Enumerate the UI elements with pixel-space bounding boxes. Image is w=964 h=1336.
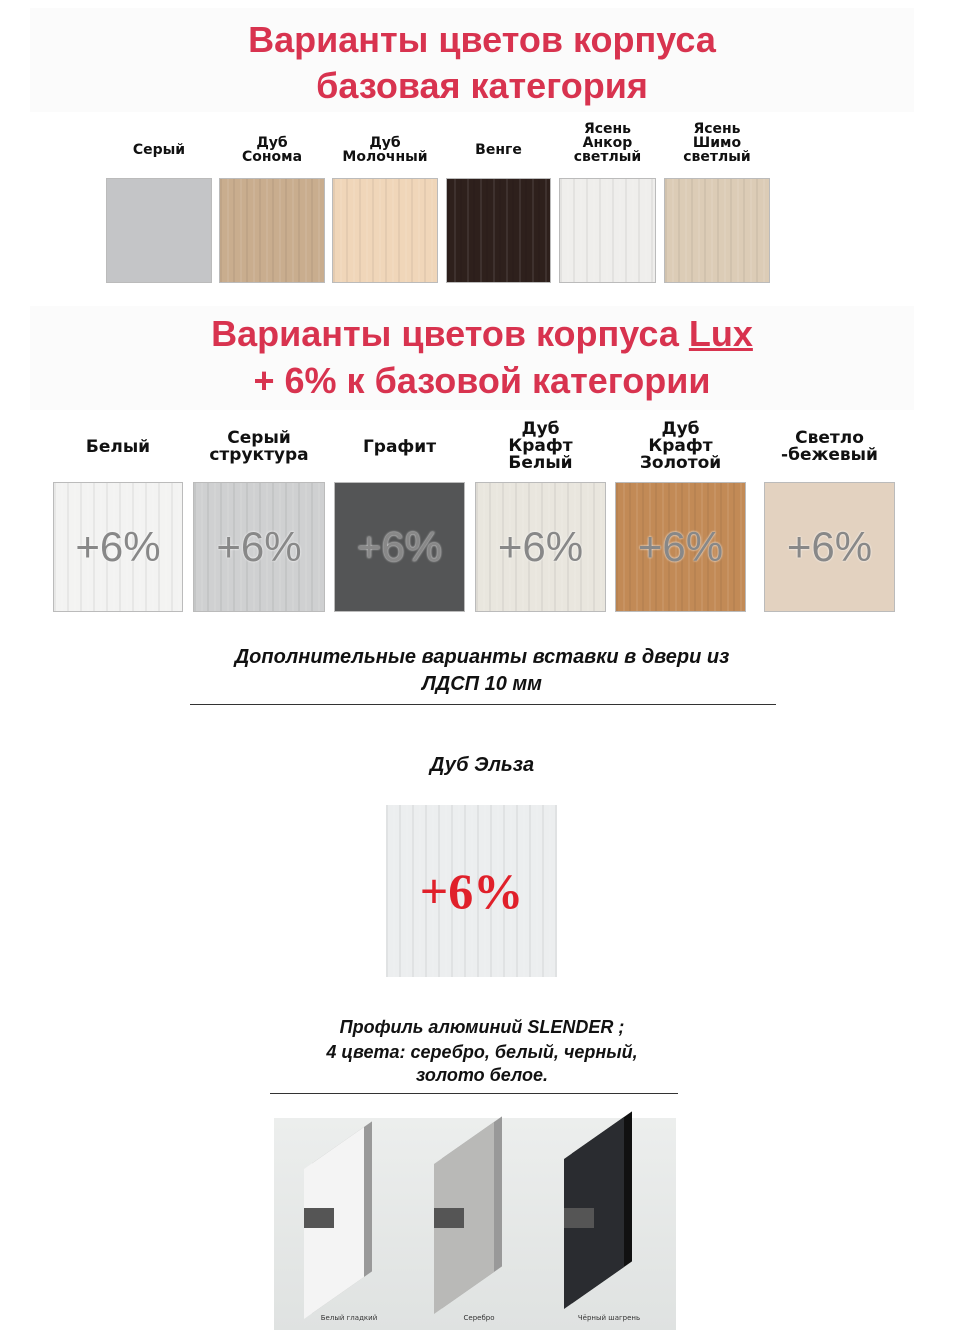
lux-title-line2: + 6% к базовой категории [253,360,711,401]
profile-line3: золото белое. [415,1065,548,1085]
surcharge-label: +6% [637,523,724,570]
divider [190,704,776,705]
divider [270,1093,678,1094]
profile-line1: Профиль алюминий SLENDER ; [339,1017,625,1037]
swatch-base-2[interactable] [332,178,438,283]
swatch-label: Ясень Шимо светлый [683,121,751,165]
swatch-label: Дуб Крафт Золотой [639,419,722,473]
swatch-label: Дуб Молочный [342,135,428,165]
base-title-line1: Варианты цветов корпуса [248,19,716,60]
lux-title-line1 [0,311,964,357]
swatch-lux-2[interactable] [334,482,465,612]
profile-label: Чёрный шагрень [577,1314,641,1322]
swatch-label: Серый структура [209,428,309,465]
profile-slot [304,1208,334,1228]
lux-title-text: Варианты цветов корпуса [211,313,689,354]
insert-swatch-dub-elza[interactable] [386,805,557,977]
profile-image [274,1118,676,1330]
swatch-lux-3[interactable] [475,482,606,612]
surcharge-label: +6% [356,523,443,570]
lux-title-lux: Lux [688,313,753,354]
surcharge-label: +6% [216,523,302,570]
swatch-base-1[interactable] [219,178,325,283]
swatch-lux-5[interactable] [764,482,895,612]
swatch-label: Дуб Крафт Белый [508,419,573,473]
swatch-lux-1[interactable] [193,482,325,612]
inserts-heading-line2: ЛДСП 10 мм [422,673,542,695]
surcharge-label: +6% [497,523,584,570]
profile-label: Белый гладкий [320,1314,378,1322]
swatch-label: Светло -бежевый [781,428,878,465]
surcharge-label: +6% [786,523,873,570]
inserts-heading-line1: Дополнительные варианты вставки в двери из [234,646,730,668]
surcharge-label: +6% [419,863,524,919]
swatch-label: Серый [132,142,186,158]
swatch-base-5[interactable] [664,178,770,283]
insert-item-label: Дуб Эльза [429,754,535,776]
swatch-label: Ясень Анкор светлый [573,121,642,165]
profile-slot [564,1208,594,1228]
base-title-line2: базовая категория [316,65,648,106]
swatch-base-3[interactable] [446,178,551,283]
swatch-base-0[interactable] [106,178,212,283]
swatch-lux-0[interactable] [53,482,183,612]
swatch-label: Дуб Сонома [241,135,303,165]
swatch-label: Белый [85,437,151,457]
surcharge-label: +6% [75,523,161,570]
profile-slot [434,1208,464,1228]
swatch-label: Графит [362,437,437,457]
swatch-base-4[interactable] [559,178,656,283]
swatch-lux-4[interactable] [615,482,746,612]
profile-line2: 4 цвета: серебро, белый, черный, [326,1042,638,1062]
profile-label: Серебро [463,1314,495,1322]
swatch-label: Венге [475,142,522,158]
